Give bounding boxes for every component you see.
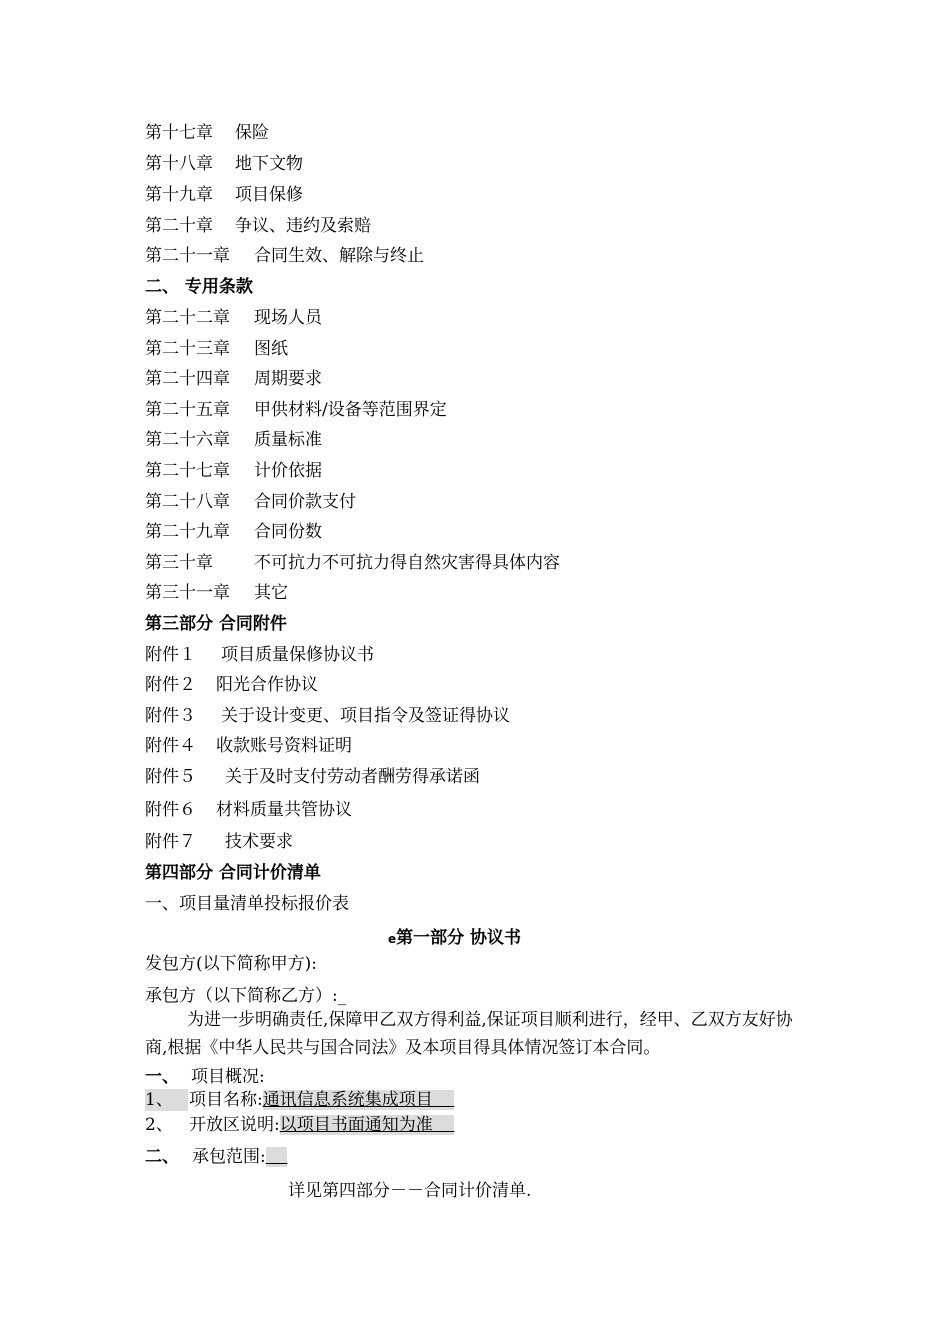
toc-entry: 第二十六章 质量标准	[145, 430, 322, 450]
annex-entry: 附件６ 材料质量共管协议	[145, 800, 352, 820]
section-heading-part4: 第四部分 合同计价清单	[145, 863, 321, 883]
toc-entry: 第二十一章 合同生效、解除与终止	[145, 246, 424, 266]
toc-entry: 第三十一章 其它	[145, 583, 288, 603]
toc-entry: 第二十五章 甲供材料/设备等范围界定	[145, 400, 447, 420]
toc-entry: 第二十三章 图纸	[145, 339, 288, 359]
annex-entry: 附件５ 关于及时支付劳动者酬劳得承诺函	[145, 767, 480, 787]
scope-heading: 二、 承包范围:	[145, 1146, 287, 1168]
intro-paragraph: 为进一步明确责任,保障甲乙双方得利益,保证项目顺利进行，经甲、乙双方友好协商,根据《中华人民共与国合同法》及本项目得具体情况签订本合同。	[145, 1010, 793, 1058]
employer-line: 发包方(以下简称甲方):	[145, 954, 317, 974]
project-name-line: 1、 项目名称:通讯信息系统集成项目	[145, 1089, 454, 1111]
scope-detail: 详见第四部分－－合同计价清单.	[288, 1181, 532, 1201]
toc-entry: 第二十八章 合同价款支付	[145, 492, 356, 512]
toc-entry: 第十九章 项目保修	[145, 185, 303, 205]
toc-entry: 第二十二章 现场人员	[145, 308, 322, 328]
toc-entry: 第二十九章 合同份数	[145, 522, 322, 542]
contractor-line: 承包方（以下简称乙方）:_	[145, 986, 347, 1006]
toc-entry: 第十八章 地下文物	[145, 154, 303, 174]
open-area-value: 以项目书面通知为准	[279, 1115, 433, 1135]
toc-entry: 第二十四章 周期要求	[145, 369, 322, 389]
toc-entry: 第二十七章 计价依据	[145, 461, 322, 481]
part1-heading: e第一部分 协议书	[388, 928, 522, 948]
annex-entry: 附件１ 项目质量保修协议书	[145, 645, 374, 665]
overview-heading: 一、 项目概况:	[145, 1067, 265, 1087]
section-heading-special-terms: 二、 专用条款	[145, 277, 253, 297]
scope-blank	[266, 1147, 288, 1167]
toc-entry: 第十七章 保险	[145, 123, 269, 143]
toc-entry: 第三十章 不可抗力不可抗力得自然灾害得具体内容	[145, 553, 560, 573]
annex-entry: 附件７ 技术要求	[145, 832, 293, 852]
part4-item: 一、项目量清单投标报价表	[145, 894, 349, 914]
project-name-value: 通讯信息系统集成项目	[262, 1090, 433, 1110]
annex-entry: 附件３ 关于设计变更、项目指令及签证得协议	[145, 706, 510, 726]
toc-entry: 第二十章 争议、违约及索赔	[145, 216, 371, 236]
section-heading-part3: 第三部分 合同附件	[145, 614, 287, 634]
annex-entry: 附件４ 收款账号资料证明	[145, 736, 352, 756]
open-area-line: 2、 开放区说明:以项目书面通知为准	[145, 1114, 454, 1136]
annex-entry: 附件２ 阳光合作协议	[145, 675, 318, 695]
